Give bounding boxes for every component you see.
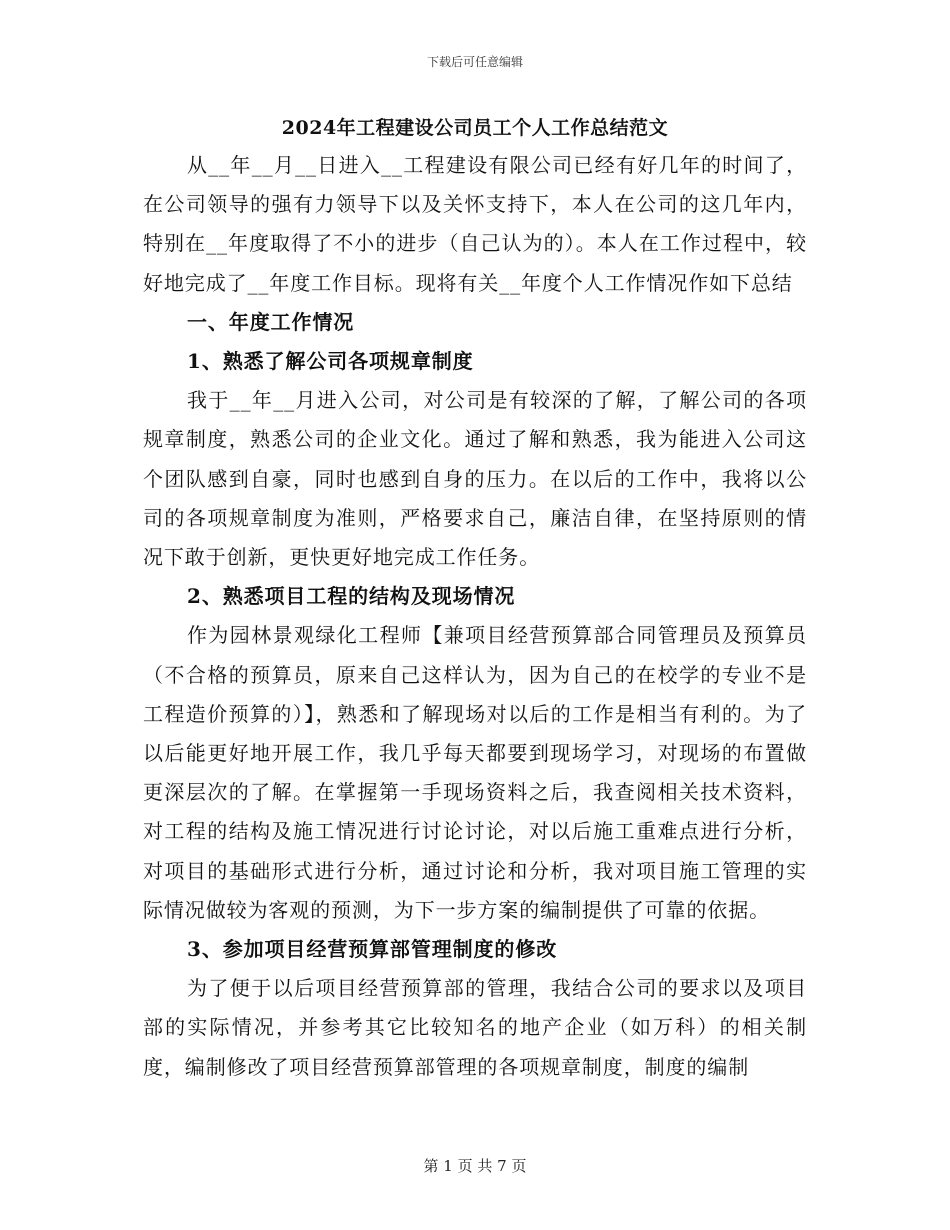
item-paragraph-1: 我于__年__月进入公司，对公司是有较深的了解，了解公司的各项规章制度，熟悉公司的企业文化。通过了解和熟悉，我为能进入公司这个团队感到自豪，同时也感到自身的压力。在以后的工作中，我将以公司的各项规章制度为准则，严格要求自己，廉洁自律，在坚持原则的情况下敢于创新，更快更好地完成工作任务。 bbox=[143, 388, 807, 570]
page-footer-number: 第 1 页 共 7 页 bbox=[423, 1157, 527, 1175]
item-heading-3: 3、参加项目经营预算部管理制度的修改 bbox=[187, 937, 558, 962]
item-heading-1: 1、熟悉了解公司各项规章制度 bbox=[187, 349, 474, 374]
document-title: 2024年工程建设公司员工个人工作总结范文 bbox=[281, 117, 669, 139]
page-header-note: 下载后可任意编辑 bbox=[426, 55, 523, 69]
item-paragraph-3: 为了便于以后项目经营预算部的管理，我结合公司的要求以及项目部的实际情况，并参考其它比较知名的地产企业（如万科）的相关制度，编制修改了项目经营预算部管理的各项规章制度，制度的编制 bbox=[143, 976, 807, 1079]
item-paragraph-2: 作为园林景观绿化工程师【兼项目经营预算部合同管理员及预算员（不合格的预算员，原来自己这样认为，因为自己的在校学的专业不是工程造价预算的）】，熟悉和了解现场对以后的工作是相当有利的。为了以后能更好地开展工作，我几乎每天都要到现场学习，对现场的布置做更深层次的了解。在掌握第一手现场资料之后，我查阅相关技术资料，对工程的结构及施工情况进行讨论讨论，对以后施工重难点进行分析，对项目的基础形式进行分析，通过讨论和分析，我对项目施工管理的实际情况做较为客观的预测，为下一步方案的编制提供了可靠的依据。 bbox=[143, 623, 807, 922]
document-body bbox=[143, 146, 807, 1087]
item-heading-2: 2、熟悉项目工程的结构及现场情况 bbox=[187, 584, 516, 609]
intro-paragraph: 从__年__月__日进入__工程建设有限公司已经有好几年的时间了，在公司领导的强有力领导下以及关怀支持下，本人在公司的这几年内，特别在__年度取得了不小的进步（自己认为的）。本人在工作过程中，较好地完成了__年度工作目标。现将有关__年度个人工作情况作如下总结 bbox=[143, 153, 807, 295]
section-heading-annual-work: 一、年度工作情况 bbox=[187, 309, 355, 334]
